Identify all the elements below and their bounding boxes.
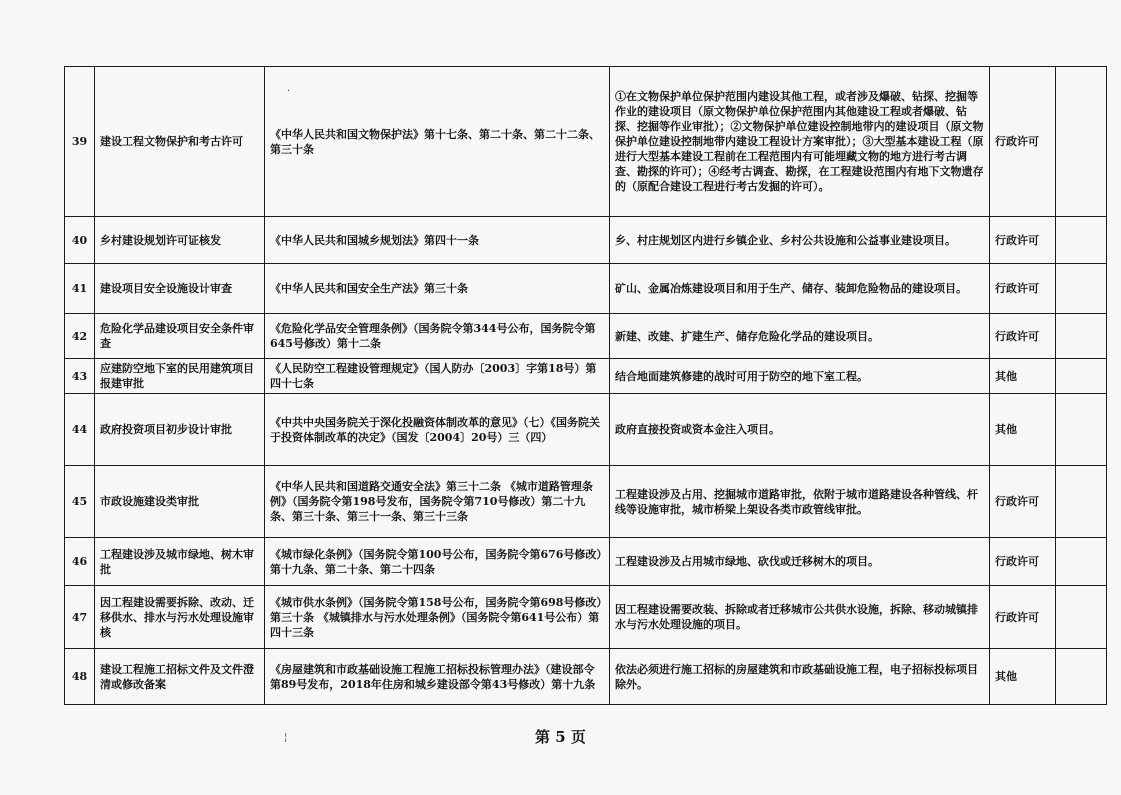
row-number: 43 [65,359,95,394]
item-name: 建设工程文物保护和考古许可 [95,67,265,217]
item-name: 危险化学品建设项目安全条件审查 [95,314,265,359]
table-row [65,466,1107,538]
item-name: 因工程建设需要拆除、改动、迁移供水、排水与污水处理设施审核 [95,586,265,649]
table-row [65,67,1107,217]
blank-cell [1056,586,1107,649]
document-sheet [64,66,1076,705]
scan-speck: ¦ [284,732,288,743]
table-row [65,314,1107,359]
legal-basis: 《中华人民共和国文物保护法》第十七条、第二十条、第二十二条、第三十条 [265,67,610,217]
row-number: 47 [65,586,95,649]
table-row [65,264,1107,314]
blank-cell [1056,394,1107,466]
table-row [65,586,1107,649]
blank-cell [1056,359,1107,394]
item-type: 行政许可 [990,538,1056,586]
item-type: 行政许可 [990,586,1056,649]
legal-basis: 《中华人民共和国安全生产法》第三十条 [265,264,610,314]
blank-cell [1056,217,1107,264]
item-type: 其他 [990,359,1056,394]
row-number: 48 [65,649,95,705]
applicable-scope: 工程建设涉及占用城市绿地、砍伐或迁移树木的项目。 [610,538,990,586]
item-type: 行政许可 [990,314,1056,359]
legal-basis: 《危险化学品安全管理条例》（国务院令第344号公布，国务院令第645号修改）第十二条 [265,314,610,359]
item-name: 建设工程施工招标文件及文件澄清或修改备案 [95,649,265,705]
applicable-scope: 新建、改建、扩建生产、储存危险化学品的建设项目。 [610,314,990,359]
item-type: 行政许可 [990,264,1056,314]
item-name: 建设项目安全设施设计审查 [95,264,265,314]
blank-cell [1056,264,1107,314]
row-number: 40 [65,217,95,264]
item-type: 行政许可 [990,67,1056,217]
row-number: 42 [65,314,95,359]
legal-basis: 《人民防空工程建设管理规定》（国人防办〔2003〕字第18号）第四十七条 [265,359,610,394]
blank-cell [1056,649,1107,705]
page-number: 第 5 页 [535,728,586,746]
legal-basis: 《城市绿化条例》（国务院令第100号公布，国务院令第676号修改）第十九条、第二十条、第二十四条 [265,538,610,586]
approval-items-table [64,66,1107,705]
legal-basis: 《中华人民共和国道路交通安全法》第三十二条 《城市道路管理条例》（国务院令第198号发布，国务院令第710号修改）第二十九条、第三十条、第三十一条、第三十三条 [265,466,610,538]
table-row [65,538,1107,586]
item-type: 其他 [990,394,1056,466]
table-body [65,67,1107,705]
blank-cell [1056,538,1107,586]
applicable-scope: 依法必须进行施工招标的房屋建筑和市政基础设施工程，电子招标投标项目除外。 [610,649,990,705]
row-number: 46 [65,538,95,586]
legal-basis: 《中华人民共和国城乡规划法》第四十一条 [265,217,610,264]
table-row [65,394,1107,466]
legal-basis: 《中共中央国务院关于深化投融资体制改革的意见》（七）《国务院关于投资体制改革的决定》（国发〔2004〕20号）三（四） [265,394,610,466]
legal-basis: 《城市供水条例》（国务院令第158号公布，国务院令第698号修改）第三十条 《城镇排水与污水处理条例》（国务院令第641号公布）第四十三条 [265,586,610,649]
item-type: 行政许可 [990,466,1056,538]
item-name: 市政设施建设类审批 [95,466,265,538]
table-row [65,649,1107,705]
applicable-scope: ①在文物保护单位保护范围内建设其他工程，或者涉及爆破、钻探、挖掘等作业的建设项目（原文物保护单位保护范围内其他建设工程或者爆破、钻探、挖掘等作业审批）；②文物保护单位建设控制地带内的建设项目（原文物保护单位建设控制地带内建设工程设计方案审批）；③大型基本建设工程（原进行大型基本建设工程前在工程范围内有可能埋藏文物的地方进行考古调查、勘探的许可）；④经考古调查、勘探，在工程建设范围内有地下文物遗存的（原配合建设工程进行考古发掘的许可）。 [610,67,990,217]
item-name: 乡村建设规划许可证核发 [95,217,265,264]
item-name: 应建防空地下室的民用建筑项目报建审批 [95,359,265,394]
applicable-scope: 工程建设涉及占用、挖掘城市道路审批，依附于城市道路建设各种管线、杆线等设施审批，城市桥梁上架设各类市政管线审批。 [610,466,990,538]
item-type: 行政许可 [990,217,1056,264]
item-name: 工程建设涉及城市绿地、树木审批 [95,538,265,586]
row-number: 44 [65,394,95,466]
applicable-scope: 政府直接投资或资本金注入项目。 [610,394,990,466]
table-row [65,359,1107,394]
applicable-scope: 因工程建设需要改装、拆除或者迁移城市公共供水设施，拆除、移动城镇排水与污水处理设施的项目。 [610,586,990,649]
row-number: 45 [65,466,95,538]
applicable-scope: 结合地面建筑修建的战时可用于防空的地下室工程。 [610,359,990,394]
table-row [65,217,1107,264]
row-number: 39 [65,67,95,217]
applicable-scope: 矿山、金属冶炼建设项目和用于生产、储存、装卸危险物品的建设项目。 [610,264,990,314]
legal-basis: 《房屋建筑和市政基础设施工程施工招标投标管理办法》（建设部令第89号发布，2018年住房和城乡建设部令第43号修改）第十九条 [265,649,610,705]
blank-cell [1056,314,1107,359]
blank-cell [1056,67,1107,217]
applicable-scope: 乡、村庄规划区内进行乡镇企业、乡村公共设施和公益事业建设项目。 [610,217,990,264]
item-type: 其他 [990,649,1056,705]
row-number: 41 [65,264,95,314]
item-name: 政府投资项目初步设计审批 [95,394,265,466]
scan-speck: · [287,86,291,97]
blank-cell [1056,466,1107,538]
